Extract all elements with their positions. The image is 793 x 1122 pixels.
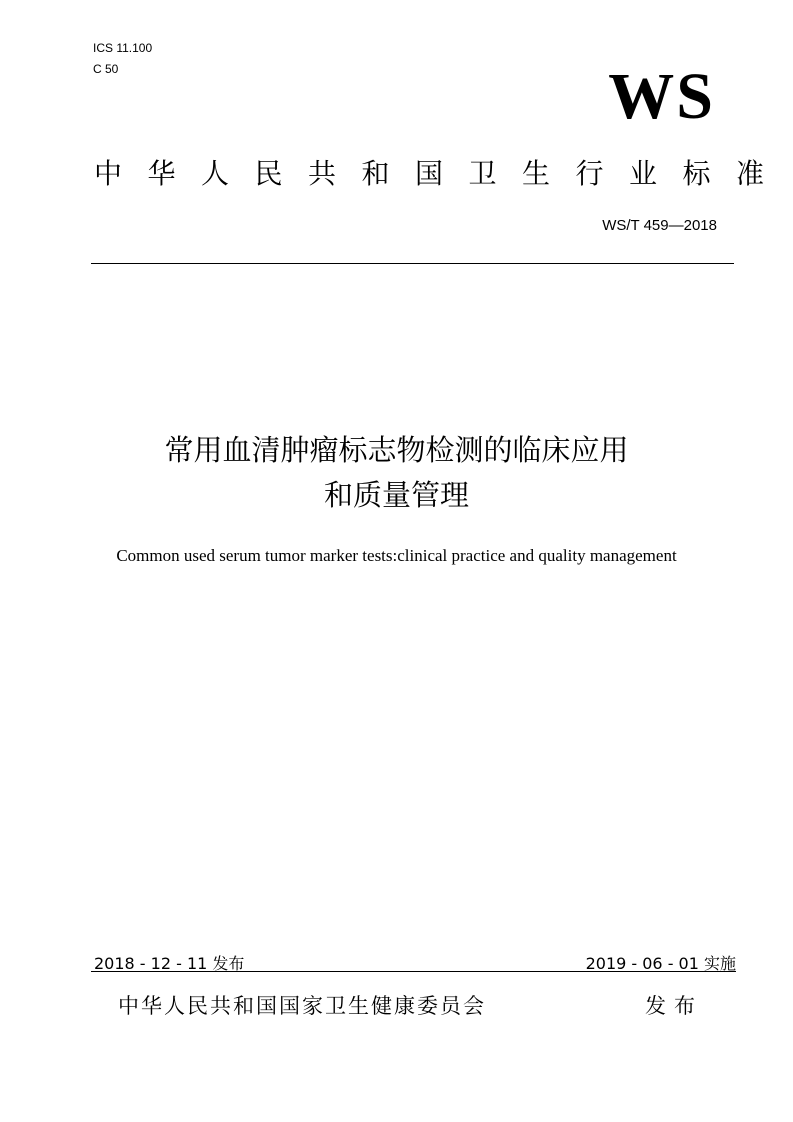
ccs-code: C 50: [93, 62, 119, 76]
standard-number: WS/T 459—2018: [602, 217, 717, 234]
footer-divider: [91, 971, 736, 972]
ics-code: ICS 11.100: [93, 41, 153, 55]
issue-word: 发布: [645, 994, 703, 1018]
ws-logo: WS: [608, 60, 715, 133]
standard-category-title: 中华人民共和国卫生行业标准: [94, 157, 790, 190]
title-zh-line1: 常用血清肿瘤标志物检测的临床应用: [164, 433, 629, 467]
implement-date: 2019 - 06 - 01 实施: [585, 954, 736, 973]
issuer: 中华人民共和国国家卫生健康委员会: [118, 994, 486, 1018]
header-divider: [91, 263, 734, 264]
title-zh-line2: 和质量管理: [323, 478, 469, 512]
title-en: Common used serum tumor marker tests:clinical practice and quality management: [116, 546, 677, 565]
release-date: 2018 - 12 - 11 发布: [94, 954, 245, 973]
